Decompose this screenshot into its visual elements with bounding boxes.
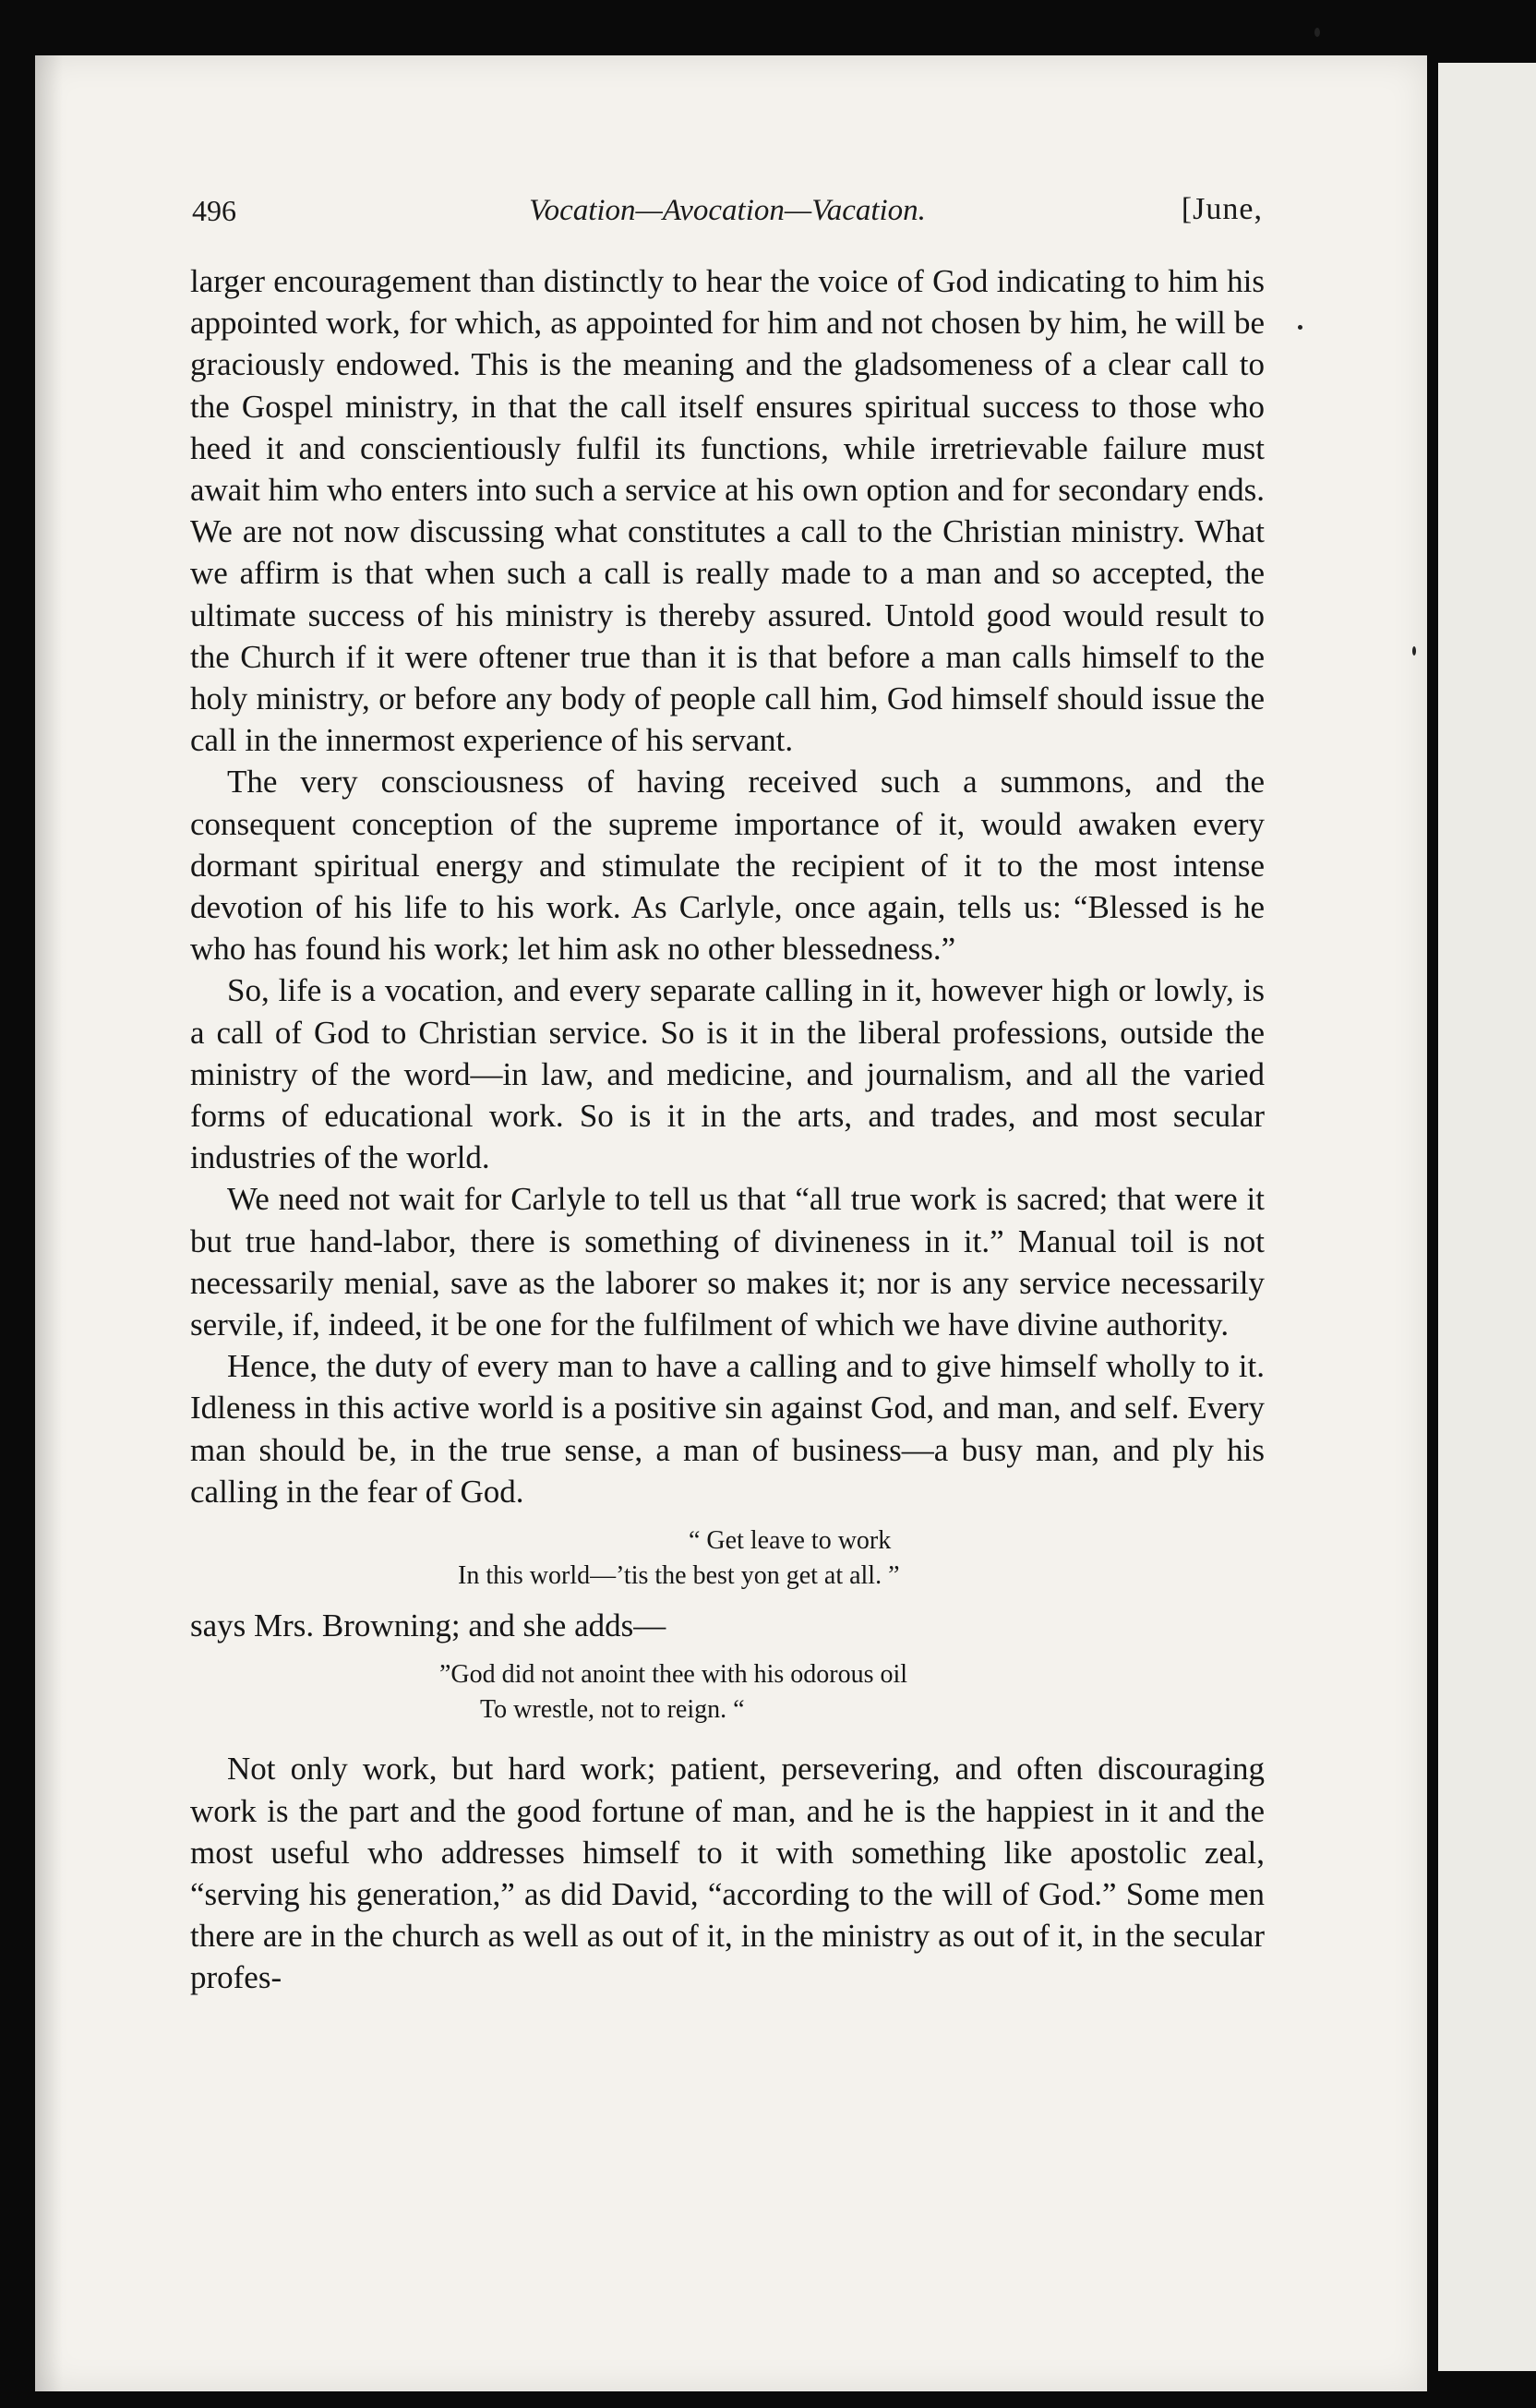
header-month: [June,	[1181, 192, 1263, 226]
quote-line: To wrestle, not to reign. “	[480, 1695, 745, 1725]
page-body	[190, 260, 1265, 1999]
scan-speck	[1314, 28, 1320, 37]
quote-line: ”God did not anoint thee with his odorous oil	[439, 1660, 908, 1690]
quote-browning-2	[190, 1657, 1265, 1728]
running-title: Vocation—Avocation—Vacation.	[529, 194, 926, 227]
says-line: says Mrs. Browning; and she adds—	[190, 1607, 666, 1644]
paragraph-5: Hence, the duty of every man to have a calling and to give himself wholly to it. Idleness in this active world is a positive sin against God, and man, and self. Every man should be, in the true sense, a man of business—a busy man, and ply his calling in the fear of God.	[190, 1348, 1265, 1510]
quote-line: In this world—’tis the best yon get at all. ”	[458, 1561, 900, 1591]
paragraph-1: larger encouragement than distinctly to hear the voice of God indicating to him his appointed work, for which, as appointed for him and not chosen by him, he will be graciously endowed. This is the meaning and the gladsomeness of a clear call to the Gospel ministry, in that the call itself ensures spiritual success to those who heed it and conscientiously fulfil its functions, while irretrievable failure must await him who enters into such a service at his own option and for secondary ends. We are not now discussing what constitutes a call to the Christian ministry. What we affirm is that when such a call is really made to a man and so accepted, the ultimate success of his ministry is thereby assured. Untold good would result to the Church if it were oftener true than it is that before a man calls himself to the holy ministry, or before any body of people call him, God himself should issue the call in the innermost experience of his servant.	[190, 263, 1265, 759]
scan-speck	[1412, 646, 1416, 656]
scan-speck	[1298, 325, 1302, 330]
facing-page-edge	[1438, 63, 1536, 2371]
quote-browning-1	[190, 1523, 1265, 1594]
running-header	[192, 188, 1263, 240]
paragraph-3: So, life is a vocation, and every separate calling in it, however high or lowly, is a call of God to Christian service. So is it in the liberal professions, outside the ministry of the word—in law, and medicine, and journalism, and all the varied forms of educational work. So is it in the arts, and trades, and most secular industries of the world.	[190, 972, 1265, 1176]
paragraph-4: We need not wait for Carlyle to tell us that “all true work is sacred; that were it but true hand-labor, there is something of divineness in it.” Manual toil is not necessarily menial, save as the laborer so makes it; nor is any service necessarily servile, if, indeed, it be one for the fulfilment of which we have divine authority.	[190, 1181, 1265, 1343]
paragraph-6: Not only work, but hard work; patient, persevering, and often discouraging work is the part and the good fortune of man, and he is the happiest in it and the most useful who addresses himself to it with something like apostolic zeal, “serving his generation,” as did David, “according to the will of God.” Some men there are in the church as well as out of it, in the ministry as out of it, in the secular profes-	[190, 1751, 1265, 1996]
page-number: 496	[192, 194, 236, 227]
paragraph-2: The very consciousness of having received such a summons, and the consequent conception of the supreme importance of it, would awaken every dormant spiritual energy and stimulate the recipient of it to the most intense devotion of his life to his work. As Carlyle, once again, tells us: “Blessed is he who has found his work; let him ask no other blessedness.”	[190, 764, 1265, 968]
quote-line: “ Get leave to work	[689, 1526, 892, 1556]
